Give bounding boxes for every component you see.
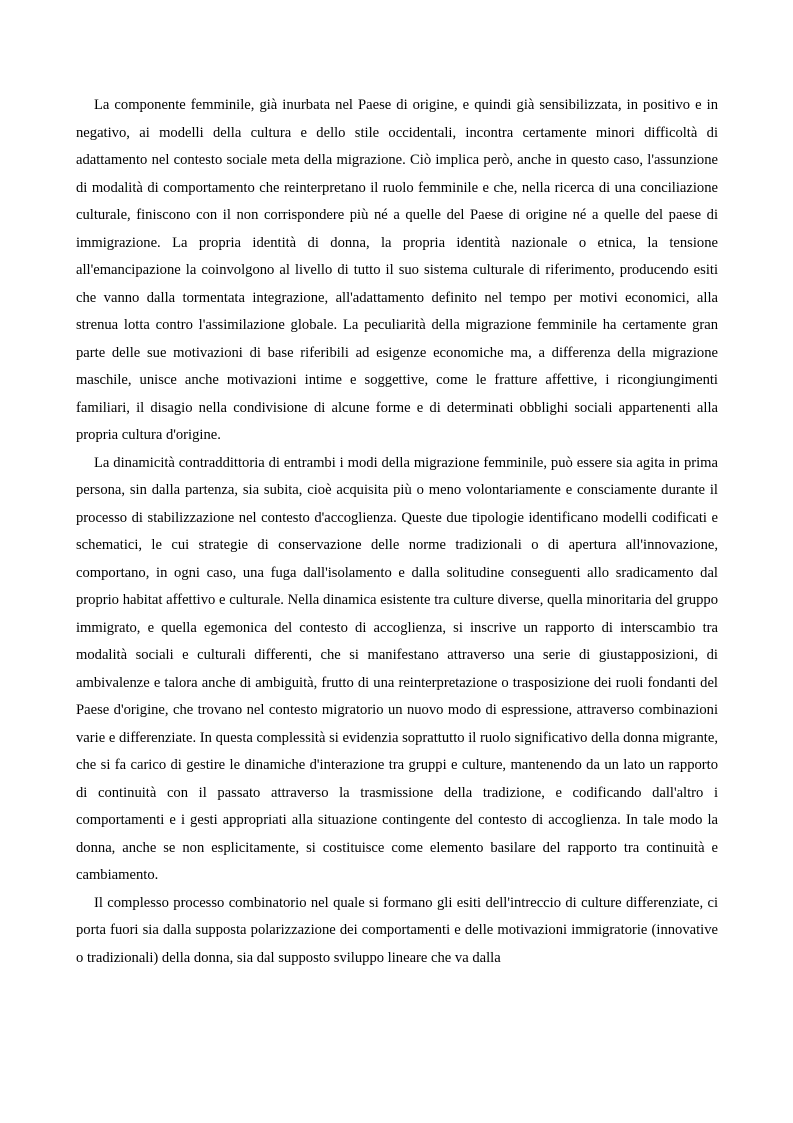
paragraph-1: La componente femminile, già inurbata nel Paese di origine, e quindi già sensibilizzata, in positivo e in negativo, ai modelli della cultura e dello stile occidentali, incontra certamente minori difficoltà di adattamento nel contesto sociale meta della migrazione. Ciò implica però, anche in questo caso, l'assunzione di modalità di comportamento che reinterpretano il ruolo femminile e che, nella ricerca di una conciliazione culturale, finiscono con il non corrispondere più né a quelle del Paese di origine né a quelle del paese di immigrazione. La propria identità di donna, la propria identità nazionale o etnica, la tensione all'emancipazione la coinvolgono al livello di tutto il suo sistema culturale di riferimento, producendo esiti che vanno dalla tormentata integrazione, all'adattamento definito nel tempo per motivi economici, alla strenua lotta contro l'assimilazione globale. La peculiarità della migrazione femminile ha certamente gran parte delle sue motivazioni di base riferibili ad esigenze economiche ma, a differenza della migrazione maschile, unisce anche motivazioni intime e soggettive, come le fratture affettive, i ricongiungimenti familiari, il disagio nella condivisione di alcune forme e di determinati obblighi sociali appartenenti alla propria cultura d'origine. bbox=[76, 97, 718, 443]
document-page bbox=[76, 92, 718, 972]
paragraph-2: La dinamicità contraddittoria di entrambi i modi della migrazione femminile, può essere sia agita in prima persona, sin dalla partenza, sia subita, cioè acquisita più o meno volontariamente e consciamente durante il processo di stabilizzazione nel contesto d'accoglienza. Queste due tipologie identificano modelli codificati e schematici, le cui strategie di conservazione delle norme tradizionali o di apertura all'innovazione, comportano, in ogni caso, una fuga dall'isolamento e dalla solitudine conseguenti allo sradicamento dal proprio habitat affettivo e culturale. Nella dinamica esistente tra culture diverse, quella minoritaria del gruppo immigrato, e quella egemonica del contesto di accoglienza, si inscrive un rapporto di interscambio tra modalità sociali e culturali differenti, che si manifestano attraverso una serie di giustapposizioni, di ambivalenze e talora anche di ambiguità, frutto di una reinterpretazione o trasposizione dei ruoli fondanti del Paese d'origine, che trovano nel contesto migratorio un nuovo modo di espressione, attraverso combinazioni varie e differenziate. In questa complessità si evidenzia soprattutto il ruolo significativo della donna migrante, che si fa carico di gestire le dinamiche d'interazione tra gruppi e culture, mantenendo da un lato un rapporto di continuità con il passato attraverso la trasmissione della tradizione, e codificando dall'altro i comportamenti e i gesti appropriati alla situazione contingente del contesto di accoglienza. In tale modo la donna, anche se non esplicitamente, si costituisce come elemento basilare del rapporto tra continuità e cambiamento. bbox=[76, 454, 718, 883]
paragraph-3: Il complesso processo combinatorio nel quale si formano gli esiti dell'intreccio di culture differenziate, ci porta fuori sia dalla supposta polarizzazione dei comportamenti e delle motivazioni immigratorie (innovative o tradizionali) della donna, sia dal supposto sviluppo lineare che va dalla bbox=[76, 894, 718, 966]
